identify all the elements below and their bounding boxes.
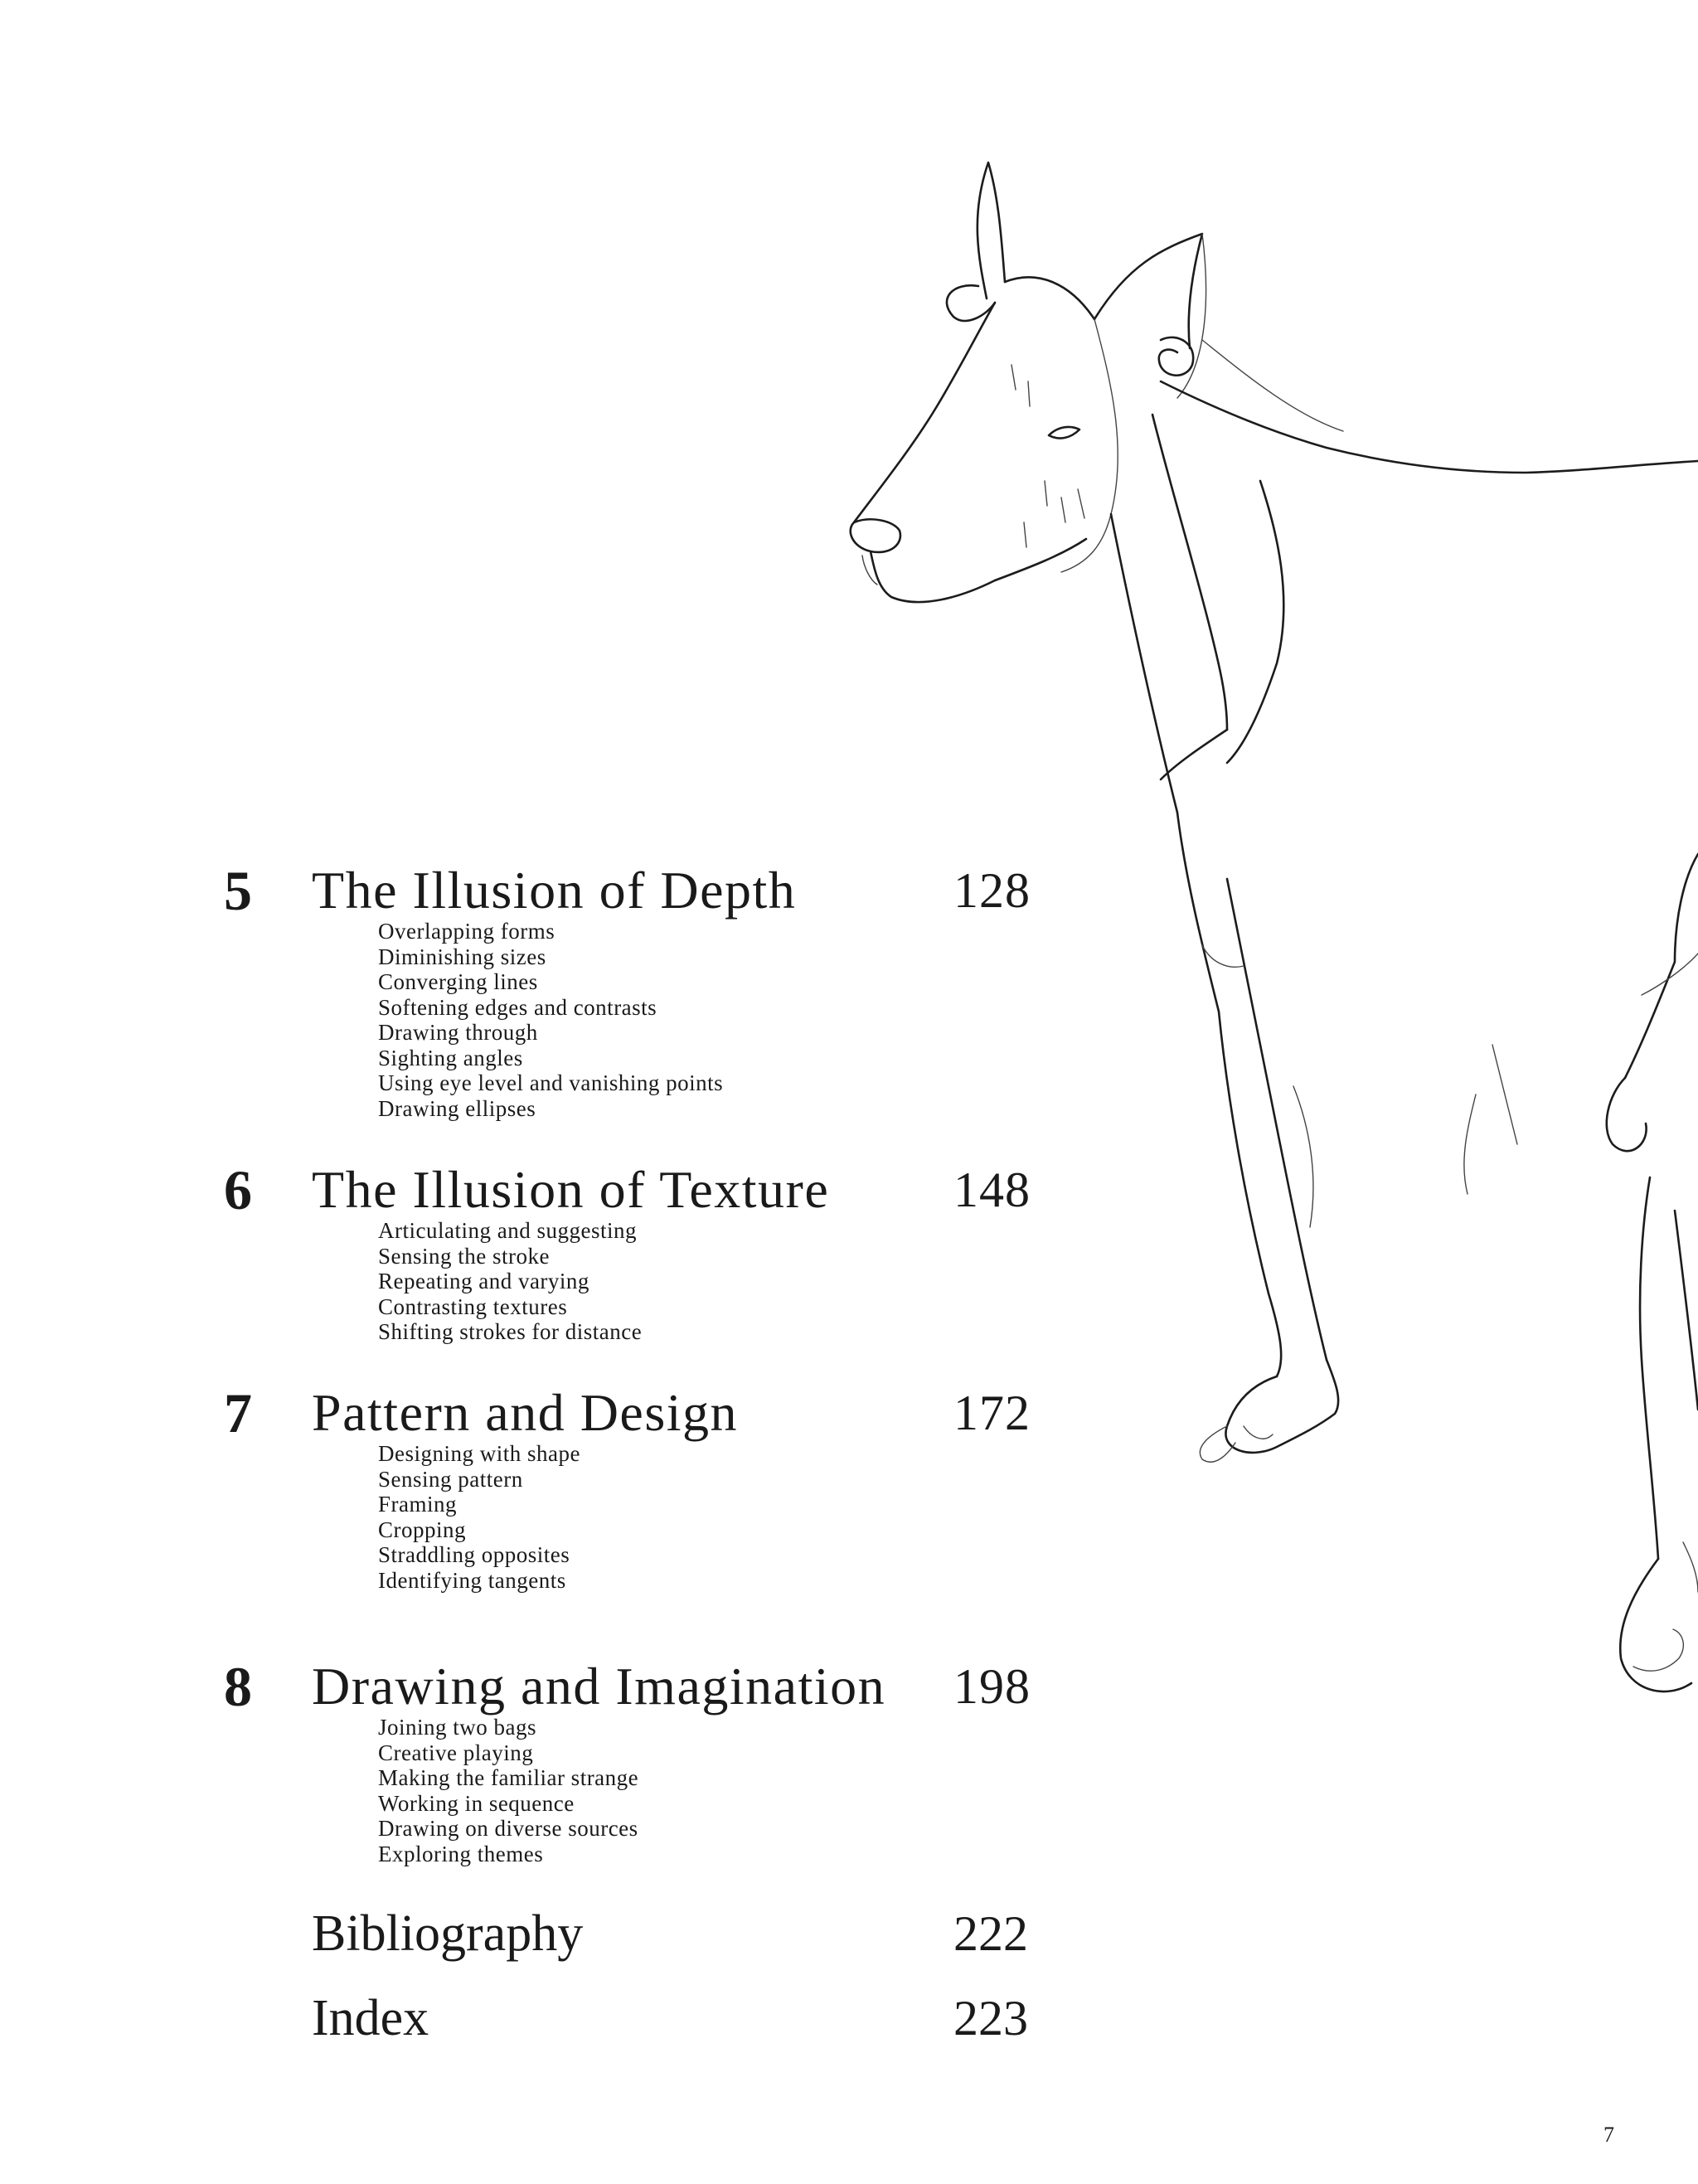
topic-item: Working in sequence [378,1790,575,1816]
topic-item: Sensing pattern [378,1466,523,1492]
chapter-title: Drawing and Imagination [312,1657,886,1716]
chapter-topics [378,1441,580,1593]
topic-item: Framing [378,1492,457,1517]
chapter-page-number: 198 [953,1659,1031,1714]
backmatter-page-number: 223 [953,1991,1028,2046]
backmatter-title: Bibliography [312,1905,584,1962]
topic-item: Cropping [378,1517,467,1542]
topic-item: Making the familiar strange [378,1765,639,1790]
page-folio: 7 [1603,2123,1614,2147]
topic-item: Sighting angles [378,1045,523,1070]
chapter-title: The Illusion of Texture [312,1160,830,1219]
chapter-topics [378,1218,642,1345]
topic-item: Diminishing sizes [378,944,546,969]
backmatter-page-number: 222 [953,1906,1028,1961]
chapter-page-number: 128 [953,863,1031,918]
topic-item: Shifting strokes for distance [378,1319,643,1344]
topic-item: Identifying tangents [378,1567,566,1593]
chapter-number: 5 [224,859,252,922]
topic-item: Articulating and suggesting [378,1218,637,1243]
topic-item: Exploring themes [378,1841,544,1866]
chapter-topics [378,919,723,1121]
chapter-number: 7 [224,1381,252,1444]
backmatter-title: Index [312,1990,429,2046]
topic-item: Drawing through [378,1020,538,1045]
topic-item: Using eye level and vanishing points [378,1070,724,1095]
topic-item: Overlapping forms [378,919,555,944]
topic-item: Joining two bags [378,1715,537,1740]
chapter-title: Pattern and Design [312,1383,738,1442]
topic-item: Repeating and varying [378,1269,589,1293]
topic-item: Straddling opposites [378,1542,570,1567]
topic-item: Creative playing [378,1740,534,1765]
chapter-number: 8 [224,1655,252,1718]
topic-item: Converging lines [378,969,538,994]
chapter-title: The Illusion of Depth [312,861,797,920]
chapter-page-number: 148 [953,1162,1031,1217]
topic-item: Designing with shape [378,1441,580,1466]
topic-item: Drawing on diverse sources [378,1816,638,1841]
chapter-topics [378,1715,638,1866]
topic-item: Sensing the stroke [378,1243,550,1269]
topic-item: Contrasting textures [378,1293,568,1319]
topic-item: Softening edges and contrasts [378,994,657,1020]
chapter-number: 6 [224,1158,252,1221]
dog-line-drawing-icon [813,133,1698,1774]
topic-item: Drawing ellipses [378,1095,536,1121]
chapter-page-number: 172 [953,1386,1031,1440]
